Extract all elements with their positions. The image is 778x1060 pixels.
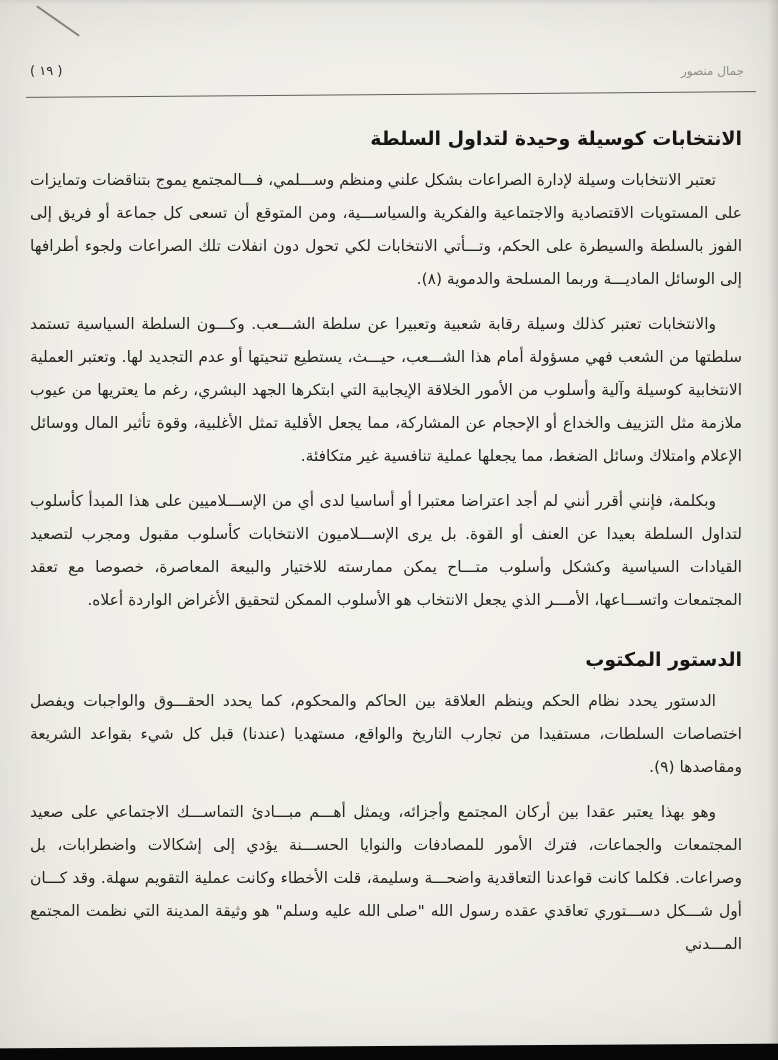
section-heading-constitution: الدستور المكتوب (585, 649, 742, 671)
paragraph: وبكلمة، فإنني أقرر أنني لم أجد اعتراضا معتبرا أو أساسيا لدى أي من الإســـلاميين على هذا المبدأ كأسلوب لتداول السلطة بعيدا عن العنف أو القوة. بل يرى الإســـلاميون الانتخابات كأسلوب مقبول ومجرب لتصعيد القيادات السياسية وكشكل وأسلوب متـــاح يمكن ممارسته للاختيار والبيعة المعاصرة، خصوصا مع تعقد المجتمعات واتســـاعها، الأمـــر الذي يجعل الانتخاب هو الأسلوب الممكن لتحقيق الأغراض الواردة أعلاه. (30, 492, 742, 609)
running-head-author: جمال منصور (681, 64, 744, 78)
paragraph: الدستور يحدد نظام الحكم وينظم العلاقة بين الحاكم والمحكوم، كما يحدد الحقـــوق والواجبات ويفصل اختصاصات السلطات، مستفيدا من تجارب التاريخ والواقع، مستهديا (عندنا) قبل كل شيء بقواعد الشريعة ومقاصدها (٩). (30, 692, 742, 776)
scan-edge-right-shadow (768, 0, 778, 1060)
paragraph: وهو بهذا يعتبر عقدا بين أركان المجتمع وأجزائه، ويمثل أهـــم مبـــادئ التماســـك الاجتماعي على صعيد المجتمعات والجماعات، فترك الأمور للمصادفات والنوايا الحســـنة يؤدي إلى إشكالات واضطرابات، بل وصراعات. فكلما كانت قواعدنا التعاقدية واضحـــة وسليمة، قلت الأخطاء وكانت عملية التقويم سهلة. وقد كـــان أول شـــكل دســـتوري تعاقدي عقده رسول الله "صلى الله عليه وسلم" هو وثيقة المدينة التي نظمت المجتمع المـــدني (30, 803, 742, 953)
page-content (30, 104, 742, 973)
section-heading-elections: الانتخابات كوسيلة وحيدة لتداول السلطة (370, 128, 742, 150)
paragraph: والانتخابات تعتبر كذلك وسيلة رقابة شعبية وتعبيرا عن سلطة الشـــعب. وكـــون السلطة السياسية تستمد سلطتها من الشعب فهي مسؤولة أمام هذا الشـــعب، حيـــث، يستطيع تنحيتها أو عدم التجديد لها. وتعتبر العملية الانتخابية كوسيلة وآلية وأسلوب من الأمور الخلاقة الإيجابية التي ابتكرها الجهد البشري، رغم ما يعتريها من عيوب ملازمة مثل التزييف والخداع أو الإحجام عن المشاركة، مما يجعل الأقلية تمثل الأغلبية، وقوة تأثير المال ووسائل الإعلام وامتلاك وسائل الضغط، مما يجعلها عملية تنافسية غير متكافئة. (30, 315, 742, 465)
paragraph: تعتبر الانتخابات وسيلة لإدارة الصراعات بشكل علني ومنظم وســـلمي، فـــالمجتمع يموج بتناقضات وتمايزات على المستويات الاقتصادية والاجتماعية والفكرية والسياســـية، ومن المتوقع أن تسعى كل جماعة أو فريق إلى الفوز بالسلطة والسيطرة على الحكم، وتـــأتي الانتخابات لكي تحول دون انفلات تلك الصراعات ولجوء أطرافها إلى الوسائل الماديـــة وربما المسلحة والدموية (٨). (30, 171, 742, 288)
page-header (30, 64, 744, 79)
header-rule (26, 91, 756, 98)
scan-edge-top (0, 0, 778, 5)
scan-crease-mark (36, 5, 80, 36)
page-number: ( ١٩ ) (30, 64, 63, 79)
scan-edge-bottom (0, 1044, 778, 1060)
